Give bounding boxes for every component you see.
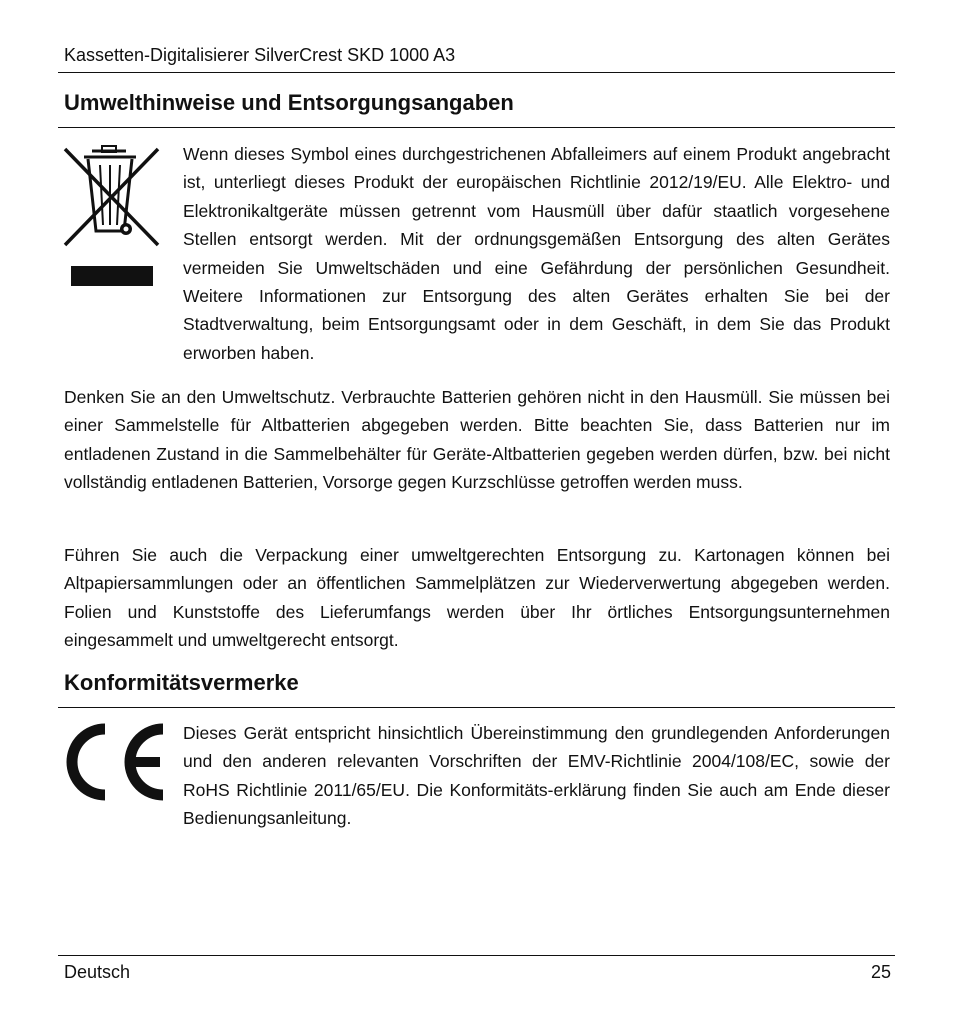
- running-header: Kassetten-Digitalisierer SilverCrest SKD 1000 A3: [64, 45, 456, 65]
- footer-language: Deutsch: [64, 962, 131, 982]
- section-rule-disposal: [58, 127, 895, 128]
- page-number: 25: [870, 962, 891, 982]
- disposal-paragraph: Wenn dieses Symbol eines durchgestrichenen Abfalleimers auf einem Produkt angebracht ist, unterliegt dieses Produkt der europäischen Richtlinie 2012/19/EU. Alle Elektro- und Elektronikaltgeräte müssen getrennt vom Hausmüll über dafür staatlich vorgesehene Stellen entsorgt werden. Mit der ordnungsgemäßen Entsorgung des alten Gerätes vermeiden Sie Umweltschäden und eine Gefährdung der persönlichen Gesundheit. Weitere Informationen zur Entsorgung des alten Gerätes erhalten Sie bei der Stadtverwaltung, beim Entsorgungsamt oder in dem Geschäft, in dem Sie das Produkt erworben haben.: [183, 144, 890, 363]
- section-heading-conformity: Konformitätsvermerke: [64, 670, 299, 695]
- header-rule: [58, 72, 895, 73]
- battery-paragraph: Denken Sie an den Umweltschutz. Verbrauchte Batterien gehören nicht in den Hausmüll. Sie müssen bei einer Sammelstelle für Altbatterien abgegeben werden. Bitte beachten Sie, dass Batterien nur im entladenen Zustand in die Sammelbehälter für Geräte-Altbatterien gegeben werden dürfen, bzw. bei nicht vollständig entladenen Batterien, Vorsorge gegen Kurzschlüsse getroffen werden muss.: [64, 387, 890, 493]
- footer-rule: [58, 955, 895, 956]
- packaging-paragraph: Führen Sie auch die Verpackung einer umweltgerechten Entsorgung zu. Kartonagen können bei Altpapiersammlungen oder an öffentlichen Sammelplätzen zur Wiederverwertung abgegeben werden. Folien und Kunststoffe des Lieferumfangs werden über Ihr örtliches Entsorgungsunternehmen eingesammelt und umweltgerecht entsorgt.: [64, 545, 890, 651]
- section-heading-disposal: Umwelthinweise und Entsorgungsangaben: [64, 90, 514, 115]
- crossed-out-wheelie-bin-icon: [62, 145, 162, 290]
- conformity-paragraph: Dieses Gerät entspricht hinsichtlich Übereinstimmung den grundlegenden Anforderungen und den anderen relevanten Vorschriften der EMV-Richtlinie 2004/108/EC, sowie der RoHS Richtlinie 2011/65/EU. Die Konformitäts-erklärung finden Sie auch am Ende dieser Bedienungsanleitung.: [183, 723, 890, 829]
- section-rule-conformity: [58, 707, 895, 708]
- ce-mark-icon: [62, 722, 170, 802]
